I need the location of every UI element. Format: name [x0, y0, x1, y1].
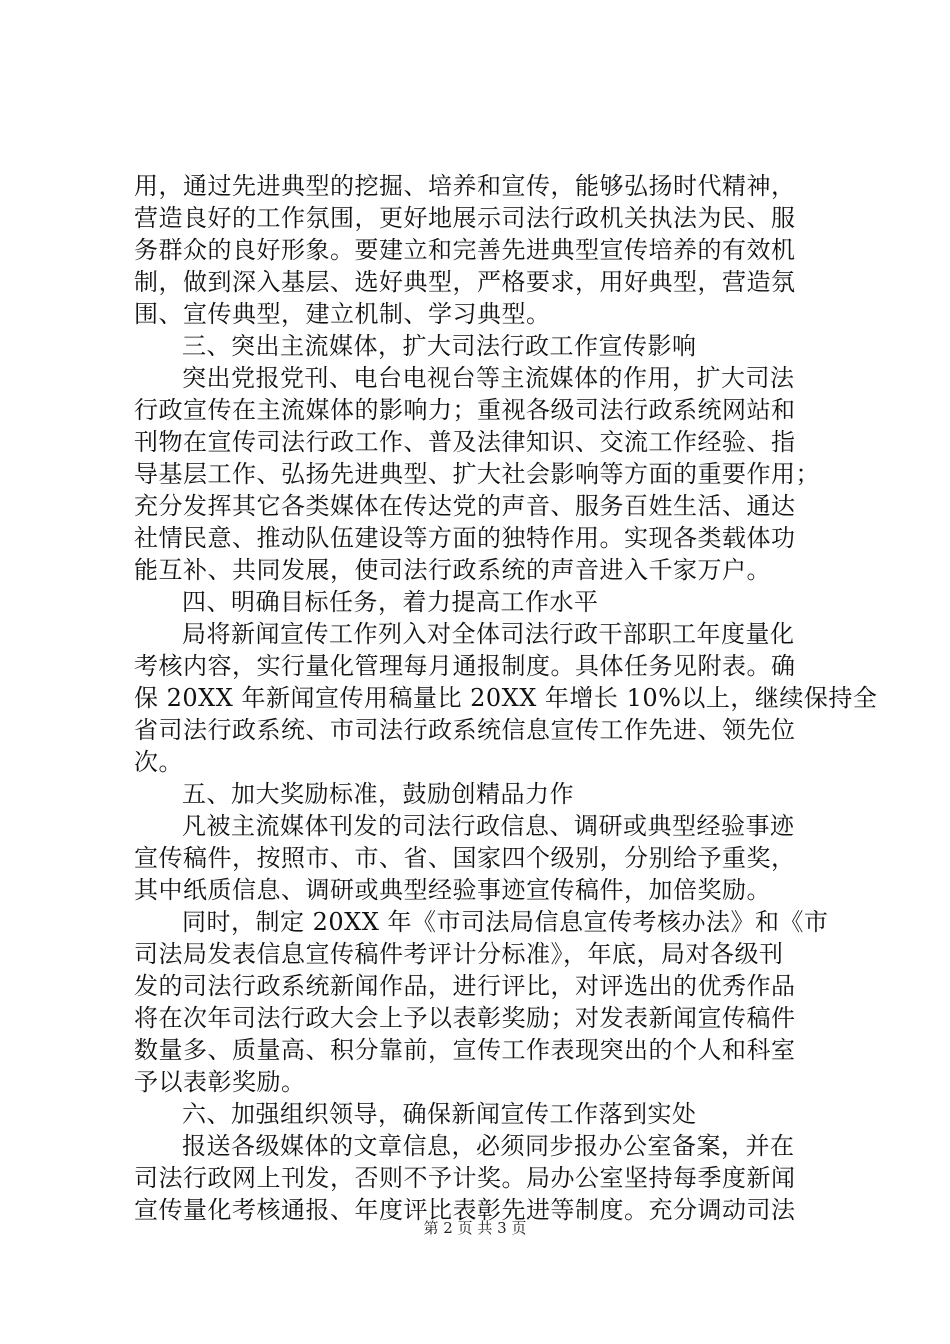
paragraph-line: 局将新闻宣传工作列入对全体司法行政干部职工年度量化 [182, 620, 795, 648]
body-text [134, 170, 878, 1226]
paragraph-line: 社情民意、推动队伍建设等方面的独特作用。实现各类载体功 [134, 524, 796, 552]
paragraph-line: 制，做到深入基层、选好典型，严格要求，用好典型，营造氛 [134, 268, 796, 296]
paragraph-line: 围、宣传典型，建立机制、学习典型。 [134, 300, 551, 328]
section-heading: 三、突出主流媒体，扩大司法行政工作宣传影响 [182, 332, 697, 360]
paragraph-line: 次。 [134, 748, 183, 776]
paragraph-line: 其中纸质信息、调研或典型经验事迹宣传稿件，加倍奖励。 [134, 876, 771, 904]
paragraph-line: 凡被主流媒体刊发的司法行政信息、调研或典型经验事迹 [182, 812, 795, 840]
paragraph-line: 宣传稿件，按照市、市、省、国家四个级别，分别给予重奖， [134, 844, 796, 872]
section-heading: 六、加强组织领导，确保新闻宣传工作落到实处 [182, 1100, 697, 1128]
paragraph-line: 突出党报党刊、电台电视台等主流媒体的作用，扩大司法 [182, 364, 795, 392]
paragraph-line: 行政宣传在主流媒体的影响力；重视各级司法行政系统网站和 [134, 396, 796, 424]
paragraph-line: 导基层工作、弘扬先进典型、扩大社会影响等方面的重要作用； [134, 460, 820, 488]
paragraph-line: 能互补、共同发展，使司法行政系统的声音进入千家万户。 [134, 556, 771, 584]
paragraph-line: 同时，制定 20XX 年《市司法局信息宣传考核办法》和《市 [182, 908, 829, 936]
paragraph-line: 营造良好的工作氛围，更好地展示司法行政机关执法为民、服 [134, 204, 796, 232]
paragraph-line: 司法行政网上刊发，否则不予计奖。局办公室坚持每季度新闻 [134, 1164, 796, 1192]
paragraph-line: 司法局发表信息宣传稿件考评计分标准》，年底，局对各级刊 [134, 940, 784, 968]
paragraph-line: 报送各级媒体的文章信息，必须同步报办公室备案，并在 [182, 1132, 795, 1160]
paragraph-line: 务群众的良好形象。要建立和完善先进典型宣传培养的有效机 [134, 236, 796, 264]
page-footer: 第 2 页 共 3 页 [423, 1219, 527, 1237]
paragraph-line: 将在次年司法行政大会上予以表彰奖励；对发表新闻宣传稿件 [134, 1004, 796, 1032]
paragraph-line: 发的司法行政系统新闻作品，进行评比，对评选出的优秀作品 [134, 972, 796, 1000]
paragraph-line: 考核内容，实行量化管理每月通报制度。具体任务见附表。确 [134, 652, 796, 680]
section-heading: 四、明确目标任务，着力提高工作水平 [182, 588, 599, 616]
section-heading: 五、加大奖励标准，鼓励创精品力作 [182, 780, 574, 808]
paragraph-line: 保 20XX 年新闻宣传用稿量比 20XX 年增长 10%以上，继续保持全 [134, 684, 878, 712]
paragraph-line: 数量多、质量高、积分靠前，宣传工作表现突出的个人和科室 [134, 1036, 796, 1064]
paragraph-line: 充分发挥其它各类媒体在传达党的声音、服务百姓生活、通达 [134, 492, 796, 520]
paragraph-line: 省司法行政系统、市司法行政系统信息宣传工作先进、领先位 [134, 716, 796, 744]
paragraph-line: 刊物在宣传司法行政工作、普及法律知识、交流工作经验、指 [134, 428, 796, 456]
paragraph-line: 宣传量化考核通报、年度评比表彰先进等制度。充分调动司法 [134, 1196, 796, 1224]
paragraph-line: 用，通过先进典型的挖掘、培养和宣传，能够弘扬时代精神， [134, 172, 796, 200]
paragraph-line: 予以表彰奖励。 [134, 1068, 306, 1096]
